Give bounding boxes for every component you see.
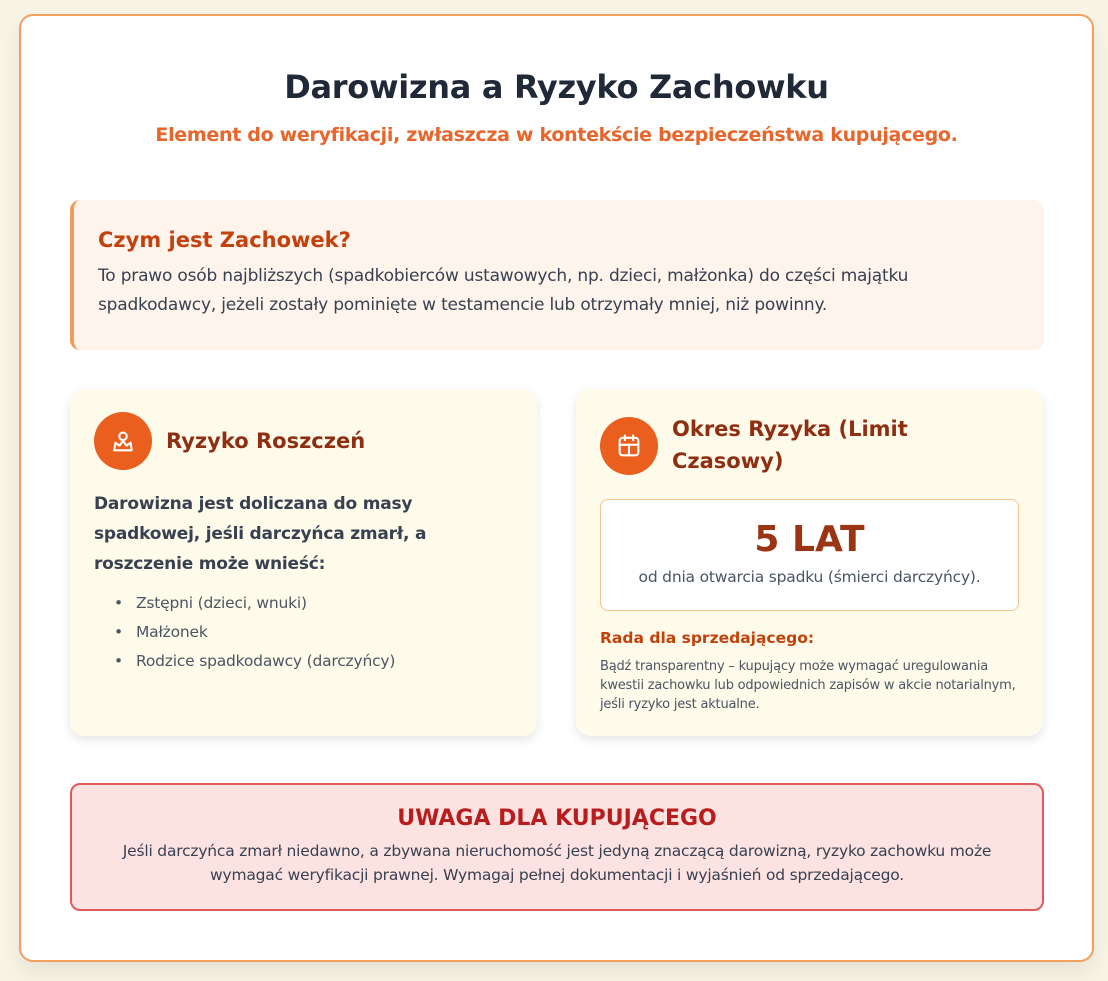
period-description: od dnia otwarcia spadku (śmierci darczyńcy). [638, 568, 981, 586]
definition-text: To prawo osób najbliższych (spadkobierców ustawowych, np. dzieci, małżonka) do części majątku spadkodawcy, jeżeli zostały pominięte w testamencie lub otrzymały mniej, niż powinny. [98, 266, 909, 315]
list-item: • Zstępni (dzieci, wnuki) [114, 589, 395, 618]
advice-text: Bądź transparentny – kupujący może wymagać uregulowania kwestii zachowku lub odpowiednich zapisów w akcie notarialnym, jeśli ryzyko jest aktualne. [600, 659, 1016, 712]
main-card [19, 14, 1094, 962]
claimants-list [114, 589, 395, 676]
list-item: • Rodzice spadkodawcy (darczyńcy) [114, 647, 395, 676]
risk-panel-title: Ryzyko Roszczeń [166, 429, 366, 453]
period-panel [576, 389, 1043, 736]
list-item: • Małżonek [114, 618, 395, 647]
risk-panel [70, 389, 537, 736]
page-title: Darowizna a Ryzyko Zachowku [284, 68, 829, 106]
user-crown-icon [94, 412, 152, 470]
definition-box [70, 200, 1044, 350]
advice-title: Rada dla sprzedającego: [600, 629, 815, 647]
period-panel-title: Okres Ryzyka (Limit Czasowy) [672, 417, 908, 473]
risk-panel-lead: Darowizna jest doliczana do masy spadkowej, jeśli darczyńca zmarł, a roszczenie może wnieść: [94, 494, 427, 574]
warning-text: Jeśli darczyńca zmarł niedawno, a zbywana nieruchomość jest jedyną znaczącą darowizną, ryzyko zachowku może wymagać weryfikacji prawnej. Wymagaj pełnej dokumentacji i wyjaśnień od sprzedającego. [122, 842, 992, 884]
warning-title: UWAGA DLA KUPUJĄCEGO [397, 806, 717, 831]
calendar-icon [600, 417, 658, 475]
period-highlight [600, 499, 1019, 611]
definition-title: Czym jest Zachowek? [98, 228, 351, 252]
page-subtitle: Element do weryfikacji, zwłaszcza w kontekście bezpieczeństwa kupującego. [155, 124, 958, 146]
period-value: 5 LAT [754, 519, 865, 560]
buyer-warning-box [70, 783, 1044, 911]
